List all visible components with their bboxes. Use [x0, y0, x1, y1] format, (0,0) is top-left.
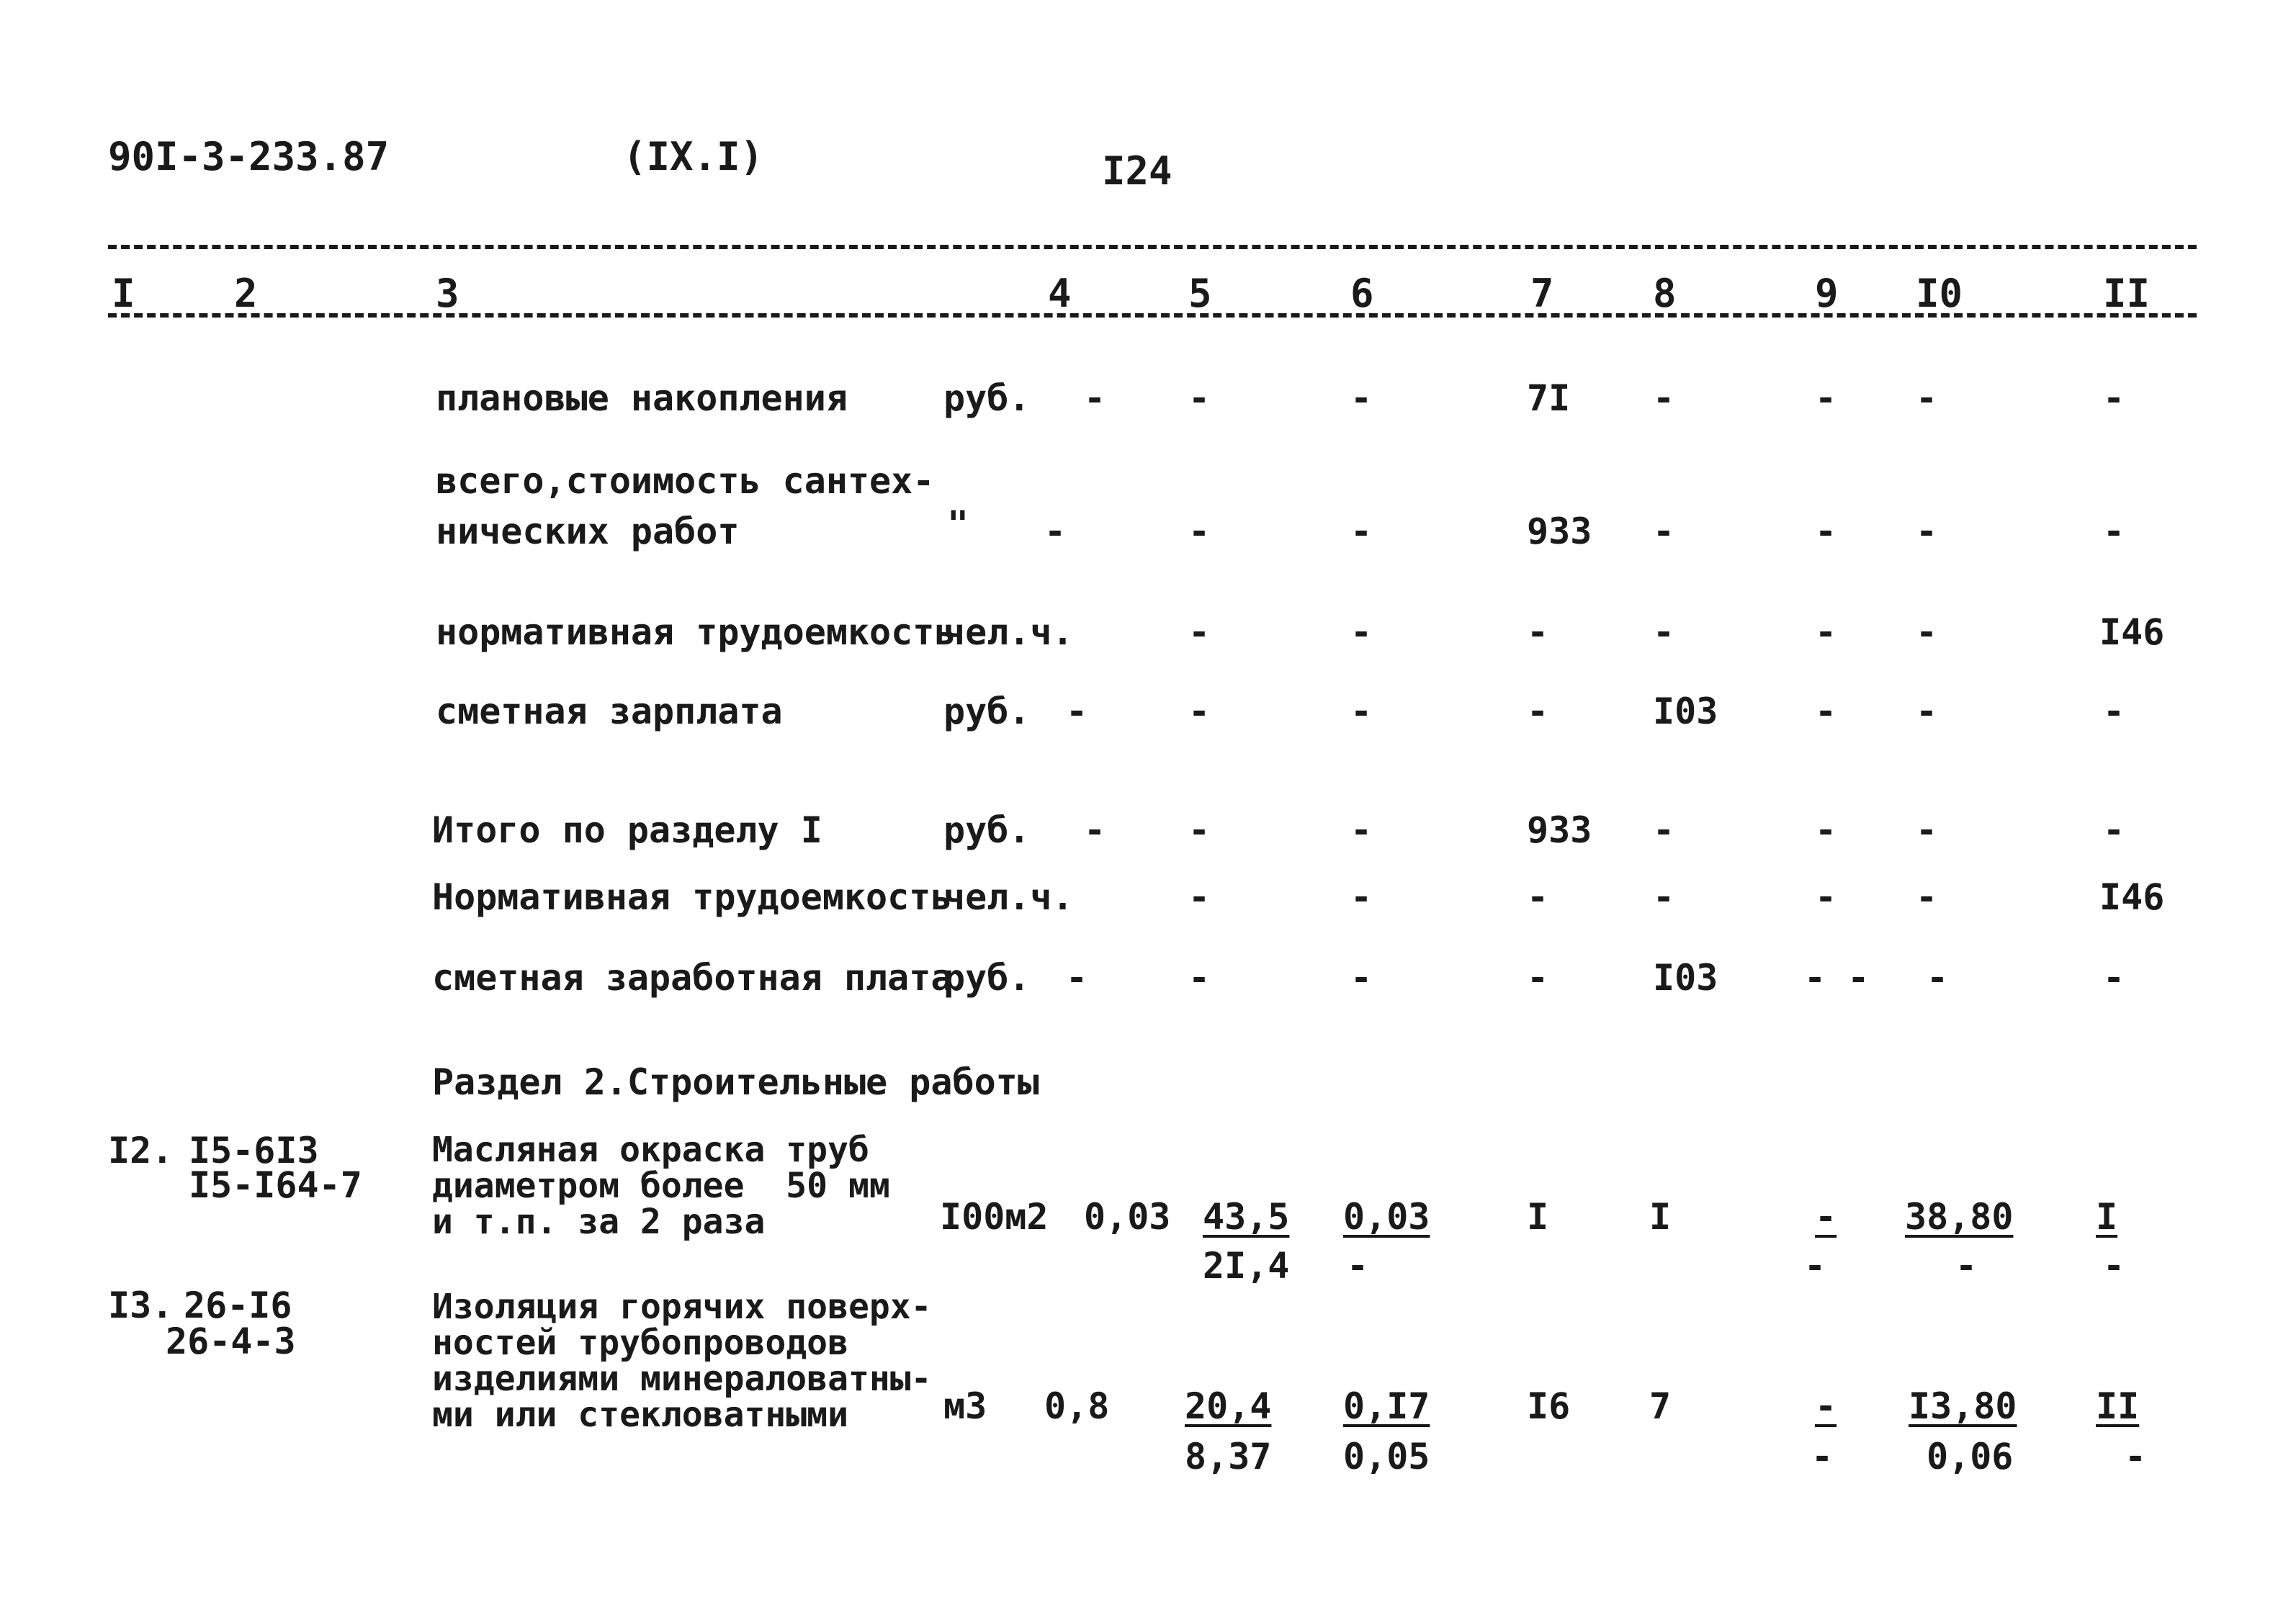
cell-col6-bottom: 0,05	[1343, 1436, 1430, 1477]
cell-col7: I6	[1527, 1385, 1571, 1427]
row-unit: чел.ч.	[943, 876, 1074, 918]
row-unit: руб.	[943, 377, 1031, 419]
cell-col7: -	[1527, 611, 1549, 653]
cell-col5: -	[1188, 690, 1211, 732]
cell-col6-top: 0,I7	[1343, 1385, 1430, 1427]
column-header: II	[2103, 271, 2151, 316]
column-header: 4	[1048, 271, 1072, 316]
cell-col7: -	[1527, 876, 1549, 918]
cell-col7: I	[1527, 1196, 1549, 1238]
row-label: сметная заработная плата	[432, 957, 953, 999]
item-quantity: 0,03	[1084, 1196, 1171, 1238]
cell-col4: -	[1066, 690, 1088, 732]
cell-col5-bottom: 8,37	[1185, 1436, 1272, 1477]
cell-col5: -	[1188, 876, 1211, 918]
column-header: 9	[1815, 271, 1839, 316]
cell-col8: -	[1653, 377, 1675, 419]
cell-col8: I	[1649, 1196, 1672, 1238]
cell-col5: -	[1188, 957, 1211, 999]
cell-col9: -	[1815, 611, 1837, 653]
cell-col6-bottom: -	[1347, 1245, 1369, 1287]
cell-col6: -	[1350, 377, 1373, 419]
cell-col8: 7	[1649, 1385, 1672, 1427]
cell-col11: -	[2103, 377, 2125, 419]
item-code: I5-I64-7	[189, 1164, 362, 1206]
cell-col6-top: 0,03	[1343, 1196, 1430, 1238]
column-header: 5	[1188, 271, 1212, 316]
cell-col11-bottom: -	[2125, 1436, 2147, 1477]
cell-col8: -	[1653, 809, 1675, 851]
item-description: Изоляция горячих поверх- ностей трубопроводов изделиями минераловатны- ми или стекловатными	[432, 1287, 932, 1435]
cell-col5-top: 20,4	[1185, 1385, 1272, 1427]
cell-col10-top: 38,80	[1905, 1196, 2014, 1238]
column-header: I0	[1916, 271, 1963, 316]
cell-col6: -	[1350, 809, 1373, 851]
item-code: 26-4-3	[166, 1321, 296, 1362]
row-label: сметная зарплата	[436, 690, 783, 732]
row-label: нормативная трудоемкость	[436, 611, 956, 653]
cell-col9: -	[1815, 690, 1837, 732]
cell-col8: -	[1653, 510, 1675, 552]
cell-col4: -	[1044, 510, 1067, 552]
row-label: Нормативная трудоемкость	[432, 876, 953, 918]
cell-col9-bottom: -	[1811, 1436, 1834, 1477]
item-number: I3.	[108, 1285, 174, 1326]
cell-col11-top: I	[2096, 1196, 2118, 1238]
cell-col11: -	[2103, 957, 2125, 999]
item-quantity: 0,8	[1044, 1385, 1110, 1427]
cell-col10: -	[1927, 957, 1949, 999]
column-header: I	[112, 271, 135, 316]
cell-col8: I03	[1653, 690, 1718, 732]
cell-col8: I03	[1653, 957, 1718, 999]
item-unit: I00м2	[940, 1196, 1049, 1238]
cell-col6: -	[1350, 690, 1373, 732]
cell-col7: 7I	[1527, 377, 1571, 419]
column-header: 2	[234, 271, 258, 316]
row-unit: руб.	[943, 809, 1031, 851]
cell-col9: -	[1815, 377, 1837, 419]
cell-col6: -	[1350, 611, 1373, 653]
row-label-line2: нических работ	[436, 510, 740, 552]
cell-col7: -	[1527, 690, 1549, 732]
cell-col9: - -	[1804, 957, 1870, 999]
header-bottom-rule	[108, 313, 2197, 318]
cell-col10-bottom: -	[1955, 1245, 1978, 1287]
cell-col6: -	[1350, 876, 1373, 918]
row-unit: "	[947, 503, 969, 545]
cell-col4: -	[1084, 809, 1106, 851]
cell-col11-bottom: -	[2103, 1245, 2125, 1287]
row-label: Итого по разделу I	[432, 809, 822, 851]
cell-col9: -	[1815, 809, 1837, 851]
cell-col10: -	[1916, 876, 1938, 918]
document-number: 90I-3-233.87	[108, 134, 390, 179]
cell-col11: -	[2103, 809, 2125, 851]
column-header: 7	[1530, 271, 1554, 316]
cell-col10: -	[1916, 510, 1938, 552]
cell-col9: -	[1815, 876, 1837, 918]
cell-col11: -	[2103, 510, 2125, 552]
cell-col11: I46	[2099, 611, 2165, 653]
cell-col5: -	[1188, 809, 1211, 851]
cell-col9-bottom: -	[1804, 1245, 1826, 1287]
cell-col9-top: -	[1815, 1385, 1837, 1427]
cell-col5: -	[1188, 611, 1211, 653]
cell-col9-top: -	[1815, 1196, 1837, 1238]
cell-col8: -	[1653, 611, 1675, 653]
cell-col11: -	[2103, 690, 2125, 732]
cell-col11-top: II	[2096, 1385, 2140, 1427]
cell-col10: -	[1916, 809, 1938, 851]
row-label: плановые накопления	[436, 377, 848, 419]
item-number: I2.	[108, 1130, 174, 1171]
column-header: 3	[436, 271, 459, 316]
column-header: 8	[1653, 271, 1677, 316]
item-code: 26-I6	[184, 1285, 292, 1326]
cell-col10: -	[1916, 377, 1938, 419]
row-unit: чел.ч.	[943, 611, 1074, 653]
cell-col7: 933	[1527, 510, 1592, 552]
cell-col7: -	[1527, 957, 1549, 999]
table-top-rule	[108, 245, 2197, 249]
cell-col6: -	[1350, 510, 1373, 552]
page-number: I24	[1102, 148, 1172, 194]
cell-col8: -	[1653, 876, 1675, 918]
row-label-line1: всего,стоимость сантех-	[436, 460, 935, 502]
cell-col10: -	[1916, 690, 1938, 732]
cell-col9: -	[1815, 510, 1837, 552]
cell-col7: 933	[1527, 809, 1592, 851]
cell-col6: -	[1350, 957, 1373, 999]
section-heading: Раздел 2.Строительные работы	[432, 1061, 1039, 1103]
row-unit: руб.	[943, 690, 1031, 732]
cell-col11: I46	[2099, 876, 2165, 918]
row-unit: руб.	[943, 957, 1031, 999]
cell-col4: -	[1084, 377, 1106, 419]
item-unit: м3	[943, 1385, 987, 1427]
cell-col10-top: I3,80	[1909, 1385, 2017, 1427]
cell-col10-bottom: 0,06	[1927, 1436, 2014, 1477]
cell-col10: -	[1916, 611, 1938, 653]
cell-col5: -	[1188, 510, 1211, 552]
section-code: (IX.I)	[623, 134, 764, 179]
cell-col5: -	[1188, 377, 1211, 419]
cell-col5-top: 43,5	[1203, 1196, 1290, 1238]
item-description: Масляная окраска труб диаметром более 50 мм и т.п. за 2 раза	[432, 1130, 890, 1242]
cell-col5-bottom: 2I,4	[1203, 1245, 1290, 1287]
column-header: 6	[1350, 271, 1374, 316]
cell-col4: -	[1066, 957, 1088, 999]
item-code: I5-6I3	[189, 1130, 319, 1171]
